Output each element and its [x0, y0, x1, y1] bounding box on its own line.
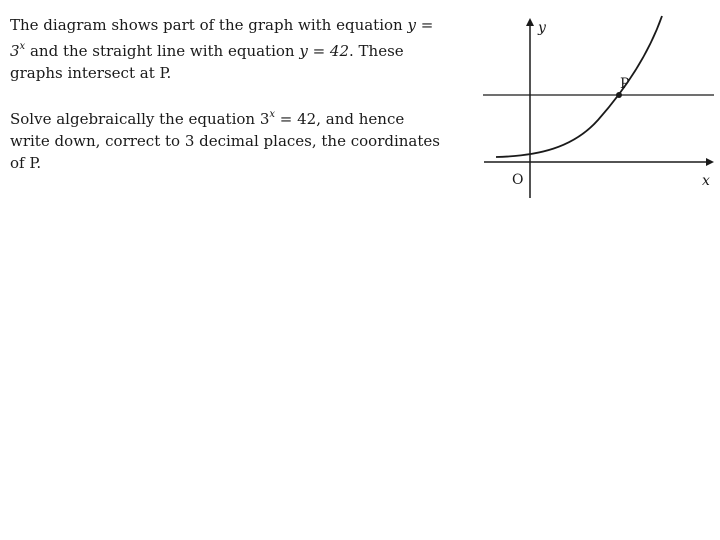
p2-text-b: , and hence write down, correct to 3 decimal places, the coordinates of P. [10, 110, 440, 172]
solve-equation-exponent: x [269, 109, 276, 120]
curve-equation-lhs: y = 3 [10, 16, 434, 60]
problem-text [10, 14, 440, 174]
x-axis-label: x [702, 173, 710, 189]
problem-paragraph-2 [10, 104, 440, 174]
line-equation: y = 42 [299, 42, 350, 60]
solve-equation-rhs: = 42 [275, 110, 317, 128]
p1-text-c: . These graphs intersect at P. [10, 42, 404, 82]
graph-diagram [478, 10, 718, 210]
p1-text-b: and the straight line with equation [29, 42, 300, 60]
curve-equation-exponent: x [19, 41, 26, 52]
y-axis-label: y [538, 20, 546, 36]
problem-paragraph-1 [10, 14, 440, 84]
point-p-marker [616, 92, 622, 98]
solve-equation-base: 3 [259, 110, 270, 128]
exponential-curve [496, 16, 662, 157]
p1-text-a: The diagram shows part of the graph with equation [10, 16, 408, 34]
solve-equation [260, 110, 316, 128]
point-p-label: P [620, 76, 630, 92]
origin-label: O [512, 172, 524, 188]
graph-svg [478, 10, 718, 210]
p2-text-a: Solve algebraically the equation [10, 110, 260, 128]
